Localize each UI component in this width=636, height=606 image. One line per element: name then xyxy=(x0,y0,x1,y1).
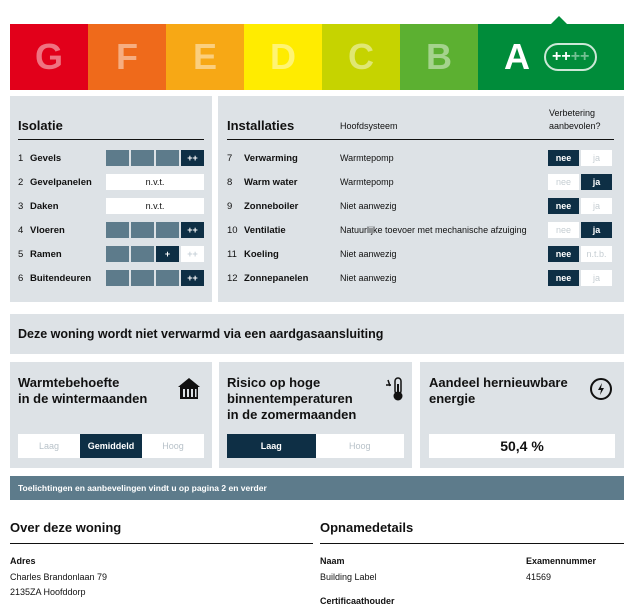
row-number: 5 xyxy=(18,249,24,260)
row-number: 12 xyxy=(227,273,238,284)
meter-cell xyxy=(131,222,154,238)
naam-label: Naam xyxy=(320,556,345,566)
meter-cell xyxy=(131,246,154,262)
meter-cell xyxy=(131,270,154,286)
meter-cell: ++ xyxy=(181,270,204,286)
row-title: Gevelpanelen xyxy=(30,177,92,188)
thermometer-icon xyxy=(384,376,406,402)
isolatie-meter xyxy=(106,222,204,238)
plus-on: ++ xyxy=(552,48,571,65)
isolatie-meter xyxy=(106,270,204,286)
class-a-letter: A xyxy=(504,36,530,77)
meter-cell: ++ xyxy=(181,246,204,262)
row-title: Buitendeuren xyxy=(30,273,92,284)
advice-yes: ja xyxy=(581,270,612,286)
row-title: Warm water xyxy=(244,177,298,188)
row-number: 6 xyxy=(18,273,24,284)
warmte-laag: Laag xyxy=(18,434,80,458)
house-heat-icon xyxy=(176,376,202,402)
advice-no: nee xyxy=(548,222,579,238)
row-title: Daken xyxy=(30,201,59,212)
class-g: G xyxy=(10,24,88,90)
class-d: D xyxy=(244,24,322,90)
col-verbetering: Verbetering xyxy=(549,108,596,118)
advice-no: nee xyxy=(548,198,579,214)
installatie-system: Niet aanwezig xyxy=(340,249,397,259)
row-title: Ramen xyxy=(30,249,62,260)
plus-off: ++ xyxy=(570,48,590,65)
meter-cell xyxy=(106,270,129,286)
advice-yes: ja xyxy=(581,222,612,238)
advice-yes: ja xyxy=(581,150,612,166)
banner-text: Toelichtingen en aanbevelingen vindt u op pagina 2 en verder xyxy=(18,483,267,493)
row-number: 8 xyxy=(227,177,233,188)
row-number: 1 xyxy=(18,153,24,164)
warmte-gemiddeld: Gemiddeld xyxy=(80,434,142,458)
class-f: F xyxy=(88,24,166,90)
isolatie-row-label xyxy=(18,273,91,284)
isolatie-nvt: n.v.t. xyxy=(106,174,204,190)
advice-no: nee xyxy=(548,246,579,262)
meter-cell xyxy=(156,150,179,166)
installatie-system: Niet aanwezig xyxy=(340,201,397,211)
row-title: Ventilatie xyxy=(244,225,286,236)
meter-cell: ++ xyxy=(181,222,204,238)
isolatie-meter xyxy=(106,246,204,262)
meter-cell xyxy=(106,246,129,262)
installatie-system: Niet aanwezig xyxy=(340,273,397,283)
risico-laag: Laag xyxy=(227,434,316,458)
installatie-system: Warmtepomp xyxy=(340,153,394,163)
installatie-row-label xyxy=(227,225,286,236)
isolatie-title: Isolatie xyxy=(18,118,63,133)
row-number: 9 xyxy=(227,201,233,212)
isolatie-row-label xyxy=(18,153,61,164)
advice-no: nee xyxy=(548,174,579,190)
installatie-row-label xyxy=(227,249,279,260)
row-title: Koeling xyxy=(244,249,279,260)
risico-title-1: Risico op hoge xyxy=(227,375,321,390)
class-b: B xyxy=(400,24,478,90)
installatie-system: Warmtepomp xyxy=(340,177,394,187)
gas-notice-panel xyxy=(10,314,624,354)
installatie-row-label xyxy=(227,153,298,164)
warmte-title-2: in de wintermaanden xyxy=(18,391,148,406)
installatie-system: Natuurlijke toevoer met mechanische afzuiging xyxy=(340,225,527,235)
row-title: Gevels xyxy=(30,153,62,164)
gas-notice: Deze woning wordt niet verwarmd via een aardgasaansluiting xyxy=(18,327,384,341)
class-a-active xyxy=(478,24,624,90)
isolatie-row-label xyxy=(18,177,92,188)
warmte-panel xyxy=(10,362,212,468)
advice-toggle xyxy=(548,174,612,190)
naam-value: Building Label xyxy=(320,572,377,582)
meter-cell: ++ xyxy=(181,150,204,166)
woning-title: Over deze woning xyxy=(10,520,122,535)
advice-yes: n.t.b. xyxy=(581,246,612,262)
warmte-scale xyxy=(18,434,204,458)
meter-cell: + xyxy=(156,246,179,262)
installatie-row-label xyxy=(227,177,298,188)
isolatie-row-label xyxy=(18,225,65,236)
installatie-row-label xyxy=(227,201,298,212)
meter-cell xyxy=(106,150,129,166)
meter-cell xyxy=(156,222,179,238)
risico-scale xyxy=(227,434,404,458)
advice-toggle xyxy=(548,222,612,238)
hernieuwbaar-title-1: Aandeel hernieuwbare xyxy=(429,375,568,390)
advice-yes: ja xyxy=(581,198,612,214)
hernieuwbaar-title-2: energie xyxy=(429,391,476,406)
isolatie-meter xyxy=(106,150,204,166)
meter-cell xyxy=(156,270,179,286)
row-number: 4 xyxy=(18,225,24,236)
risico-title-2: binnentemperaturen xyxy=(227,391,353,406)
warmte-title-1: Warmtebehoefte xyxy=(18,375,120,390)
warmte-hoog: Hoog xyxy=(142,434,204,458)
advice-no: nee xyxy=(548,150,579,166)
adres-line-2: 2135ZA Hoofddorp xyxy=(10,587,86,597)
energy-label-bar xyxy=(10,24,624,90)
advice-toggle xyxy=(548,246,612,262)
hernieuwbaar-value: 50,4 % xyxy=(429,434,615,458)
risico-hoog: Hoog xyxy=(316,434,405,458)
row-title: Verwarming xyxy=(244,153,298,164)
col-hoofdsysteem: Hoofdsysteem xyxy=(340,121,398,131)
isolatie-row-label xyxy=(18,249,62,260)
row-number: 3 xyxy=(18,201,24,212)
row-number: 7 xyxy=(227,153,233,164)
advice-toggle xyxy=(548,150,612,166)
isolatie-row-label xyxy=(18,201,59,212)
row-number: 10 xyxy=(227,225,238,236)
advice-yes: ja xyxy=(581,174,612,190)
advice-toggle xyxy=(548,270,612,286)
adres-line-1: Charles Brandonlaan 79 xyxy=(10,572,108,582)
meter-cell xyxy=(131,150,154,166)
renewable-cycle-icon xyxy=(588,376,614,402)
row-number: 2 xyxy=(18,177,24,188)
row-title: Zonnepanelen xyxy=(244,273,309,284)
adres-label: Adres xyxy=(10,556,36,566)
opname-title: Opnamedetails xyxy=(320,520,414,535)
advice-toggle xyxy=(548,198,612,214)
class-e: E xyxy=(166,24,244,90)
class-c: C xyxy=(322,24,400,90)
advice-no: nee xyxy=(548,270,579,286)
risico-panel xyxy=(219,362,412,468)
certificaathouder-label: Certificaathouder xyxy=(320,596,395,606)
isolatie-panel xyxy=(10,96,212,302)
installaties-panel xyxy=(218,96,624,302)
plus-indicator xyxy=(544,43,597,71)
row-number: 11 xyxy=(227,249,237,260)
hernieuwbaar-panel xyxy=(420,362,624,468)
col-aanbevolen: aanbevolen? xyxy=(549,121,601,131)
row-title: Vloeren xyxy=(30,225,65,236)
isolatie-nvt: n.v.t. xyxy=(106,198,204,214)
risico-title-3: in de zomermaanden xyxy=(227,407,357,422)
installaties-title: Installaties xyxy=(227,118,295,133)
installatie-row-label xyxy=(227,273,308,284)
info-banner xyxy=(10,476,624,500)
meter-cell xyxy=(106,222,129,238)
row-title: Zonneboiler xyxy=(244,201,299,212)
examen-label: Examennummer xyxy=(526,556,597,566)
examen-value: 41569 xyxy=(526,572,552,582)
